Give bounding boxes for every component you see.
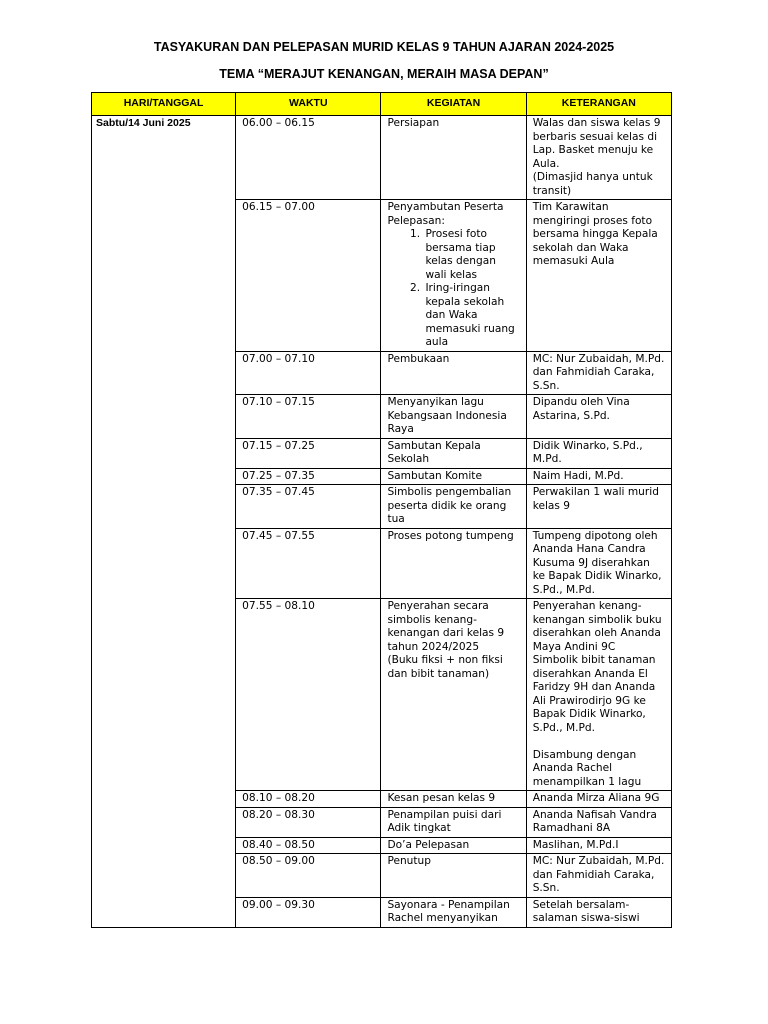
keterangan-cell: Ananda Mirza Aliana 9G <box>526 791 671 808</box>
table-header-row <box>92 93 672 116</box>
kegiatan-cell: Sayonara - Penampilan Rachel menyanyikan <box>381 897 526 927</box>
kegiatan-cell: Penutup <box>381 854 526 898</box>
kegiatan-list-item: 1. Prosesi foto bersama tiap kelas dengan wali kelas <box>423 228 519 282</box>
waktu-cell: 06.00 – 06.15 <box>236 116 381 200</box>
header-keterangan: KETERANGAN <box>526 93 671 116</box>
header-waktu: WAKTU <box>236 93 381 116</box>
keterangan-cell: Tim Karawitan mengiringi proses foto bersama hingga Kepala sekolah dan Waka memasuki Aula <box>526 200 671 352</box>
kegiatan-cell: Simbolis pengembalian peserta didik ke orang tua <box>381 485 526 529</box>
table-body <box>92 116 672 928</box>
waktu-cell: 09.00 – 09.30 <box>236 897 381 927</box>
kegiatan-cell: Proses potong tumpeng <box>381 528 526 599</box>
waktu-cell: 06.15 – 07.00 <box>236 200 381 352</box>
schedule-table <box>91 92 672 928</box>
kegiatan-cell: Do’a Pelepasan <box>381 837 526 854</box>
kegiatan-cell <box>381 200 526 352</box>
waktu-cell: 07.15 – 07.25 <box>236 438 381 468</box>
waktu-cell: 07.25 – 07.35 <box>236 468 381 485</box>
keterangan-cell: MC: Nur Zubaidah, M.Pd. dan Fahmidiah Caraka, S.Sn. <box>526 351 671 395</box>
kegiatan-cell: Penyerahan secara simbolis kenang-kenangan dari kelas 9 tahun 2024/2025 (Buku fiksi + non fiksi dan bibit tanaman) <box>381 599 526 791</box>
keterangan-cell: Ananda Nafisah Vandra Ramadhani 8A <box>526 807 671 837</box>
waktu-cell: 07.45 – 07.55 <box>236 528 381 599</box>
document-theme: TEMA “MERAJUT KENANGAN, MERAIH MASA DEPAN” <box>219 67 549 81</box>
keterangan-cell: Naim Hadi, M.Pd. <box>526 468 671 485</box>
kegiatan-cell: Sambutan Kepala Sekolah <box>381 438 526 468</box>
waktu-cell: 08.20 – 08.30 <box>236 807 381 837</box>
keterangan-cell: Didik Winarko, S.Pd., M.Pd. <box>526 438 671 468</box>
keterangan-cell: Dipandu oleh Vina Astarina, S.Pd. <box>526 395 671 439</box>
waktu-cell: 07.55 – 08.10 <box>236 599 381 791</box>
waktu-cell: 07.00 – 07.10 <box>236 351 381 395</box>
waktu-cell: 07.10 – 07.15 <box>236 395 381 439</box>
keterangan-cell: Perwakilan 1 wali murid kelas 9 <box>526 485 671 529</box>
table-row <box>92 116 672 200</box>
kegiatan-cell: Kesan pesan kelas 9 <box>381 791 526 808</box>
keterangan-cell: Tumpeng dipotong oleh Ananda Hana Candra Kusuma 9J diserahkan ke Bapak Didik Winarko, S.Pd., M.Pd. <box>526 528 671 599</box>
kegiatan-cell: Menyanyikan lagu Kebangsaan Indonesia Raya <box>381 395 526 439</box>
keterangan-cell: Maslihan, M.Pd.I <box>526 837 671 854</box>
waktu-cell: 08.40 – 08.50 <box>236 837 381 854</box>
kegiatan-cell: Penampilan puisi dari Adik tingkat <box>381 807 526 837</box>
kegiatan-list <box>387 228 519 350</box>
waktu-cell: 07.35 – 07.45 <box>236 485 381 529</box>
document-title: TASYAKURAN DAN PELEPASAN MURID KELAS 9 TAHUN AJARAN 2024-2025 <box>153 40 615 54</box>
waktu-cell: 08.10 – 08.20 <box>236 791 381 808</box>
header-kegiatan: KEGIATAN <box>381 93 526 116</box>
kegiatan-list-item: 2. Iring-iringan kepala sekolah dan Waka memasuki ruang aula <box>423 282 519 350</box>
keterangan-cell: Penyerahan kenang-kenangan simbolik buku diserahkan oleh Ananda Maya Andini 9C Simbolik bibit tanaman diserahkan Ananda El Faridzy 9H dan Ananda Ali Prawirodirjo 9G ke Bapak Didik Winarko, S.Pd., M.Pd. Disambung dengan Ananda Rachel menampilkan 1 lagu <box>526 599 671 791</box>
kegiatan-cell: Sambutan Komite <box>381 468 526 485</box>
hari-tanggal-cell: Sabtu/14 Juni 2025 <box>92 116 236 928</box>
keterangan-cell: Walas dan siswa kelas 9 berbaris sesuai kelas di Lap. Basket menuju ke Aula. (Dimasjid hanya untuk transit) <box>526 116 671 200</box>
waktu-cell: 08.50 – 09.00 <box>236 854 381 898</box>
header-hari: HARI/TANGGAL <box>92 93 236 116</box>
kegiatan-text: Penyambutan Peserta Pelepasan: <box>387 201 504 227</box>
keterangan-cell: Setelah bersalam-salaman siswa-siswi <box>526 897 671 927</box>
keterangan-cell: MC: Nur Zubaidah, M.Pd. dan Fahmidiah Caraka, S.Sn. <box>526 854 671 898</box>
kegiatan-cell: Persiapan <box>381 116 526 200</box>
kegiatan-cell: Pembukaan <box>381 351 526 395</box>
